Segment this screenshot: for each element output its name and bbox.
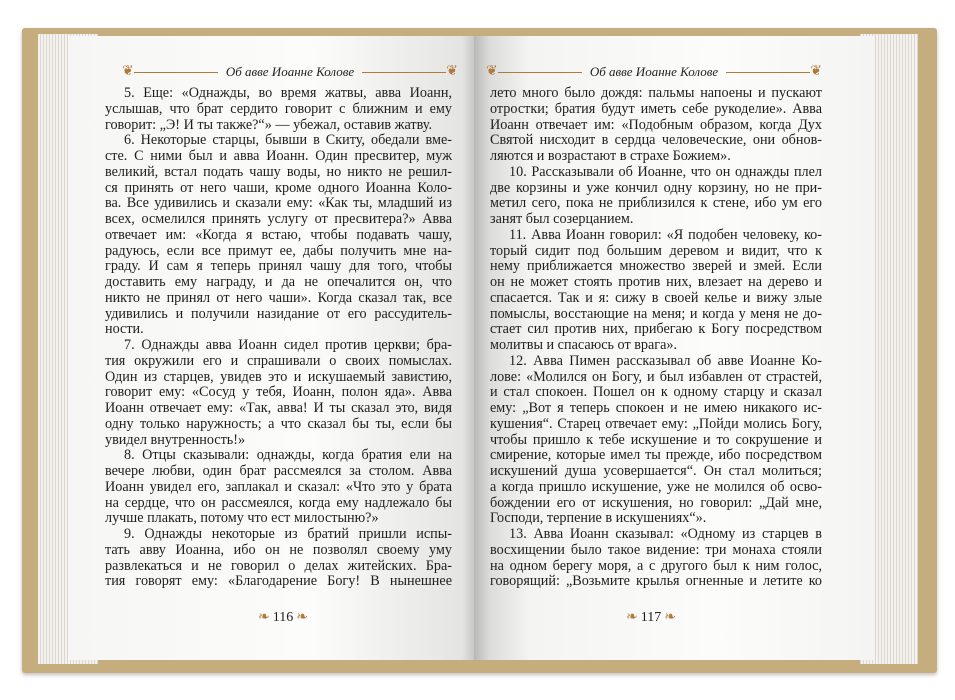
- text-line: бождении его от искушения, но говорил: „Дай мне,: [490, 494, 822, 511]
- paragraph: [105, 527, 452, 590]
- text-line: тия говорят ему: «Благодарение Богу! В нынешнее: [105, 573, 452, 590]
- text-line: сте. С ними был и авва Иоанн. Один пресвитер, муж: [105, 148, 452, 164]
- text-line: Один из старцев, увидев это и искушаемый завистию,: [105, 368, 452, 385]
- text-line: занят был созерцанием.: [490, 211, 634, 227]
- text-line: он не может стоять против них, влезает на дерево и: [490, 274, 822, 290]
- text-line: а когда пришло искушение, уже не молился об осво-: [490, 478, 822, 495]
- text-line: Господи, терпение в искушениях“».: [490, 510, 707, 527]
- text-line: 12. Авва Пимен рассказывал об авве Иоанне Ко-: [509, 352, 822, 369]
- text-line: стает сил против них, прибегаю к Богу посредством: [490, 321, 822, 338]
- text-line: никто не принял от него чаши». Когда сказал так, все: [105, 289, 452, 306]
- text-line: 6. Некоторые старцы, бывши в Скиту, обедали вме-: [124, 132, 452, 149]
- page-number-text: 117: [640, 610, 662, 625]
- text-line: на сердце, что он рассмеялся, когда ему надлежало бы: [105, 494, 452, 511]
- running-head-title: Об авве Иоанне Колове: [589, 64, 719, 79]
- page-number: [626, 610, 676, 626]
- text-line: граду. И сам я теперь принял чашу для того, чтобы: [105, 258, 452, 275]
- paragraph: [490, 527, 822, 590]
- text-line: великий, встал подать чашу воды, но никто не решил-: [105, 163, 452, 180]
- text-line: восхищении было такое видение: три монаха стояли: [490, 541, 822, 558]
- ornament-icon: ❧: [664, 610, 676, 625]
- divider: [726, 72, 810, 73]
- paragraph: [490, 228, 822, 354]
- text-line: две корзины и уже кончил одну корзину, но не при-: [490, 179, 822, 196]
- text-line: всех, осмелился принять услугу от пресвитера?» Авва: [105, 211, 452, 227]
- text-line: Иоанн отвечает им: «Подобным образом, когда Дух: [490, 116, 822, 133]
- paragraph: [105, 448, 452, 527]
- ornament-icon: ❧: [296, 610, 308, 625]
- paragraph: [105, 133, 452, 338]
- ornament-icon: ❦: [446, 64, 458, 79]
- text-line: кушения“. Старец отвечает ему: „Пойди молись Богу,: [490, 415, 822, 432]
- paragraph: [490, 86, 822, 165]
- running-head: [486, 64, 822, 80]
- text-line: смирение, которые имел ты прежде, ибо посредством: [490, 447, 822, 464]
- text-line: 5. Еще: «Однажды, во время жатвы, авва Иоанн,: [124, 85, 452, 101]
- running-head-title: Об авве Иоанне Колове: [225, 64, 355, 79]
- text-line: увидел внутренность!»: [105, 431, 246, 448]
- divider: [498, 72, 582, 73]
- text-line: 8. Отцы сказывали: однажды, когда братия ели на: [124, 447, 452, 464]
- text-line: лове: «Молился он Богу, и был избавлен от страстей,: [490, 368, 822, 385]
- paragraph: [490, 165, 822, 228]
- text-line: и стал спокоен. Пошел он к одному старцу и сказал: [490, 384, 822, 401]
- text-line: отростки; братия будут иметь себе рукоделие». Авва: [490, 100, 822, 117]
- text-line: на одном берегу моря, а с другого был к ним голос,: [490, 557, 822, 574]
- text-line: чтобы пришло к тебе искушение и то сокрушение и: [490, 431, 822, 448]
- text-line: 7. Однажды авва Иоанн сидел против церкви; бра-: [124, 337, 452, 353]
- text-line: лето много было дождя: пальмы напоены и пускают: [490, 85, 822, 101]
- page-text: [105, 86, 452, 590]
- text-line: ности.: [105, 321, 144, 338]
- text-line: ся принять от него чаши, кроме одного Иоанна Коло-: [105, 179, 452, 196]
- text-line: лучше плакать, потому что ест милостыню?»: [105, 510, 379, 527]
- ornament-icon: ❦: [810, 64, 822, 79]
- text-line: ляются и возрастают в страхе Божием».: [490, 148, 731, 164]
- text-line: искушений душа усовершается“. Он стал молиться;: [490, 463, 822, 479]
- text-line: спасается. Так и я: сижу в своей келье и вижу злые: [490, 289, 822, 306]
- text-line: метил сего, пока не приблизился к стене, ибо ум его: [490, 195, 822, 212]
- page-number-text: 116: [272, 610, 294, 625]
- text-line: молитвы и спасаюсь от врага».: [490, 337, 678, 353]
- text-line: тать авву Иоанна, ибо он не позволял своему уму: [105, 541, 452, 558]
- text-line: ему: „Вот я теперь спокоен и не имею никакого ис-: [490, 400, 822, 416]
- ornament-icon: ❦: [122, 64, 134, 79]
- text-line: 9. Однажды некоторые из братий пришли испы-: [124, 526, 452, 542]
- paragraph: [490, 354, 822, 527]
- text-line: Иоанн отвечает ему: «Так, авва! И ты сказал это, видя: [105, 400, 452, 416]
- right-page: [474, 36, 874, 660]
- text-line: 13. Авва Иоанн сказывал: «Одному из старцев в: [509, 526, 822, 542]
- text-line: помыслы, восстающие на меня; и когда у меня не до-: [490, 305, 822, 322]
- text-line: говорящий: „Возьмите крылья огненные и летите ко: [490, 573, 822, 590]
- ornament-icon: ❧: [258, 610, 270, 625]
- text-line: тия окружили его и спрашивали о своих помыслах.: [105, 352, 452, 369]
- divider: [134, 72, 218, 73]
- text-line: 10. Рассказывали об Иоанне, что он однажды плел: [509, 163, 822, 180]
- paragraph: [105, 86, 452, 133]
- page-text: [490, 86, 822, 590]
- paragraph: [105, 338, 452, 448]
- text-line: ва. Все удивились и сказали ему: «Как ты, младший из: [105, 195, 452, 212]
- text-line: вечере любви, один брат рассмеялся за столом. Авва: [105, 463, 452, 479]
- text-line: Иоанн увидел его, заплакал и сказал: «Что это у брата: [105, 478, 452, 495]
- left-page: [68, 36, 474, 660]
- text-line: отвечает им: «Когда я встаю, чтобы подавать чашу,: [105, 226, 452, 243]
- text-line: Святой нисходит в сердца человеческие, они обнов-: [490, 132, 822, 149]
- running-head: [122, 64, 458, 80]
- page-number: [258, 610, 308, 626]
- text-line: доставить ему награду, и да не опечалится он, что: [105, 274, 452, 290]
- text-line: торый сидит под большим деревом и видит, что к: [490, 242, 822, 259]
- text-line: нему приближается множество зверей и змей. Если: [490, 258, 822, 275]
- ornament-icon: ❦: [486, 64, 498, 79]
- text-line: удивились и получили назидание от его рассудитель-: [105, 305, 452, 322]
- divider: [362, 72, 446, 73]
- text-line: услышав, что брат сердито говорит с ближним и ему: [105, 100, 452, 117]
- text-line: говорит ему: «Сосуд у тебя, Иоанн, полон яда». Авва: [105, 384, 452, 401]
- text-line: развлекаться и не говорил о делах житейских. Бра-: [105, 557, 452, 574]
- text-line: радуюсь, если все примут ее, дабы получить мне на-: [105, 242, 452, 259]
- text-line: 11. Авва Иоанн говорил: «Я подобен человеку, ко-: [509, 226, 822, 243]
- text-line: одну только наружность; а что сказал бы ты, если бы: [105, 415, 452, 432]
- ornament-icon: ❧: [626, 610, 638, 625]
- text-line: говорит: „Э! И ты также?“» — убежал, оставив жатву.: [105, 116, 433, 133]
